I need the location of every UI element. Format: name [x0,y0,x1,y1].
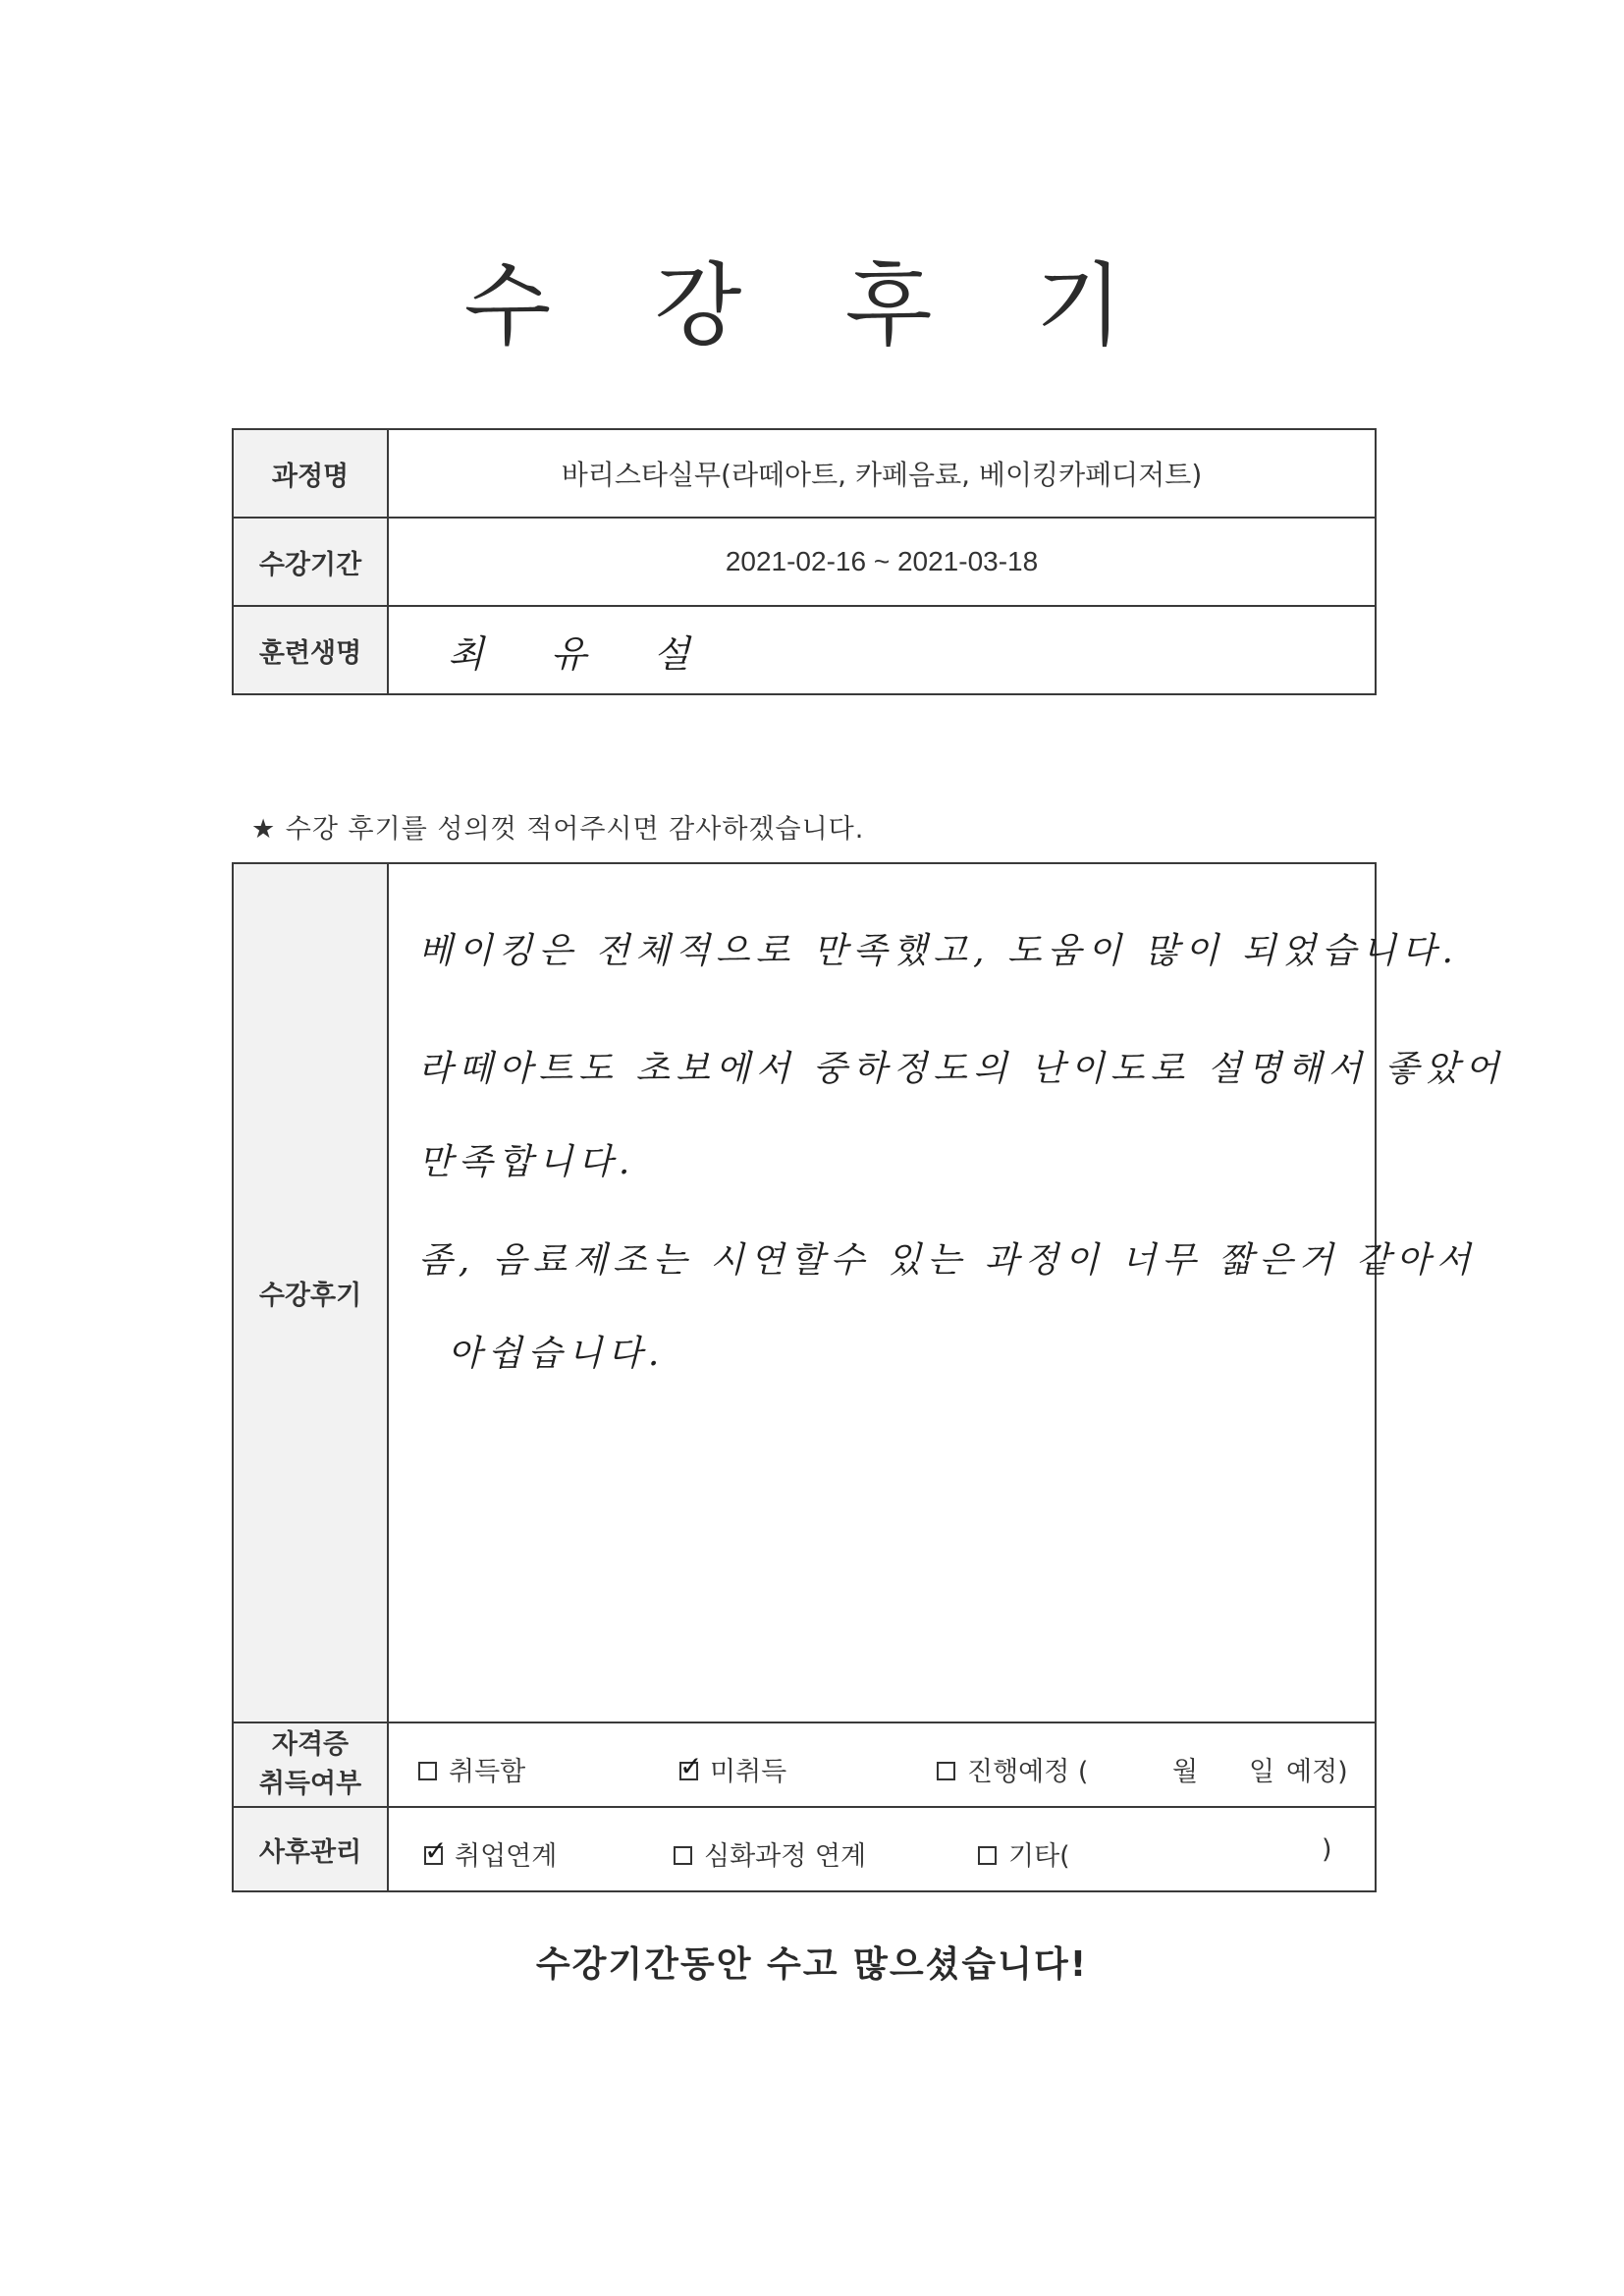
checkbox-checked-icon[interactable] [424,1834,448,1867]
closing-message: 수강기간동안 수고 많으셨습니다! [535,1944,1089,1985]
review-line-4: 좀, 음료제조는 시연할수 있는 과정이 너무 짧은거 같아서 [418,1240,1477,1281]
review-line-2: 라떼아트도 초보에서 중하정도의 난이도로 설명해서 좋았어 [418,1049,1505,1089]
review-table [232,862,1505,1892]
certificate-label-line2: 취득여부 [258,1769,362,1799]
review-line-3: 만족합니다. [418,1142,636,1182]
checkmark-icon: ✓ [424,1834,448,1867]
trainee-name-value: 최 유 설 [448,631,718,676]
review-handwritten-text [388,863,1505,1722]
certificate-options [388,1722,1376,1807]
checkbox-icon[interactable] [674,1846,692,1865]
certificate-label [233,1722,388,1807]
checkbox-icon[interactable] [978,1846,997,1865]
checkmark-icon: ✓ [679,1750,703,1782]
trainee-name-label: 훈련생명 [233,606,388,694]
certificate-option-obtained[interactable]: 취득함 [418,1750,525,1788]
review-label: 수강후기 [233,863,388,1722]
checkbox-checked-icon[interactable] [679,1750,703,1782]
certificate-option-planned[interactable]: 진행예정 ( [937,1750,1088,1788]
course-name-label: 과정명 [233,429,388,518]
review-request-note: ★ 수강 후기를 성의껏 적어주시면 감사하겠습니다. [251,814,865,845]
course-period-value: 2021-02-16 ~ 2021-03-18 [388,518,1376,606]
certificate-label-line1: 자격증 [271,1729,350,1760]
course-period-label: 수강기간 [233,518,388,606]
review-line-5: 아쉽습니다. [448,1334,666,1374]
aftercare-option-employment[interactable]: ✓ 취업연계 [424,1834,558,1872]
aftercare-options [388,1807,1376,1891]
course-name-value: 바리스타실무(라떼아트, 카페음료, 베이킹카페디저트) [388,429,1376,518]
certificate-month-label: 월 [1172,1757,1199,1787]
checkbox-icon[interactable] [937,1762,955,1780]
page-title: 수 강 후 기 [463,253,1161,358]
trainee-name-signature [388,606,1376,694]
aftercare-other-end: ) [1322,1834,1332,1865]
certificate-planned-end: 예정) [1286,1757,1348,1787]
aftercare-option-advanced-course[interactable]: 심화과정 연계 [674,1834,866,1873]
course-info-table [232,428,1377,695]
aftercare-option-other[interactable]: 기타( [978,1834,1070,1873]
review-line-1: 베이킹은 전체적으로 만족했고, 도움이 많이 되었습니다. [418,931,1459,971]
certificate-day-label: 일 [1249,1757,1275,1787]
aftercare-label: 사후관리 [233,1807,388,1891]
checkbox-icon[interactable] [418,1762,437,1780]
certificate-option-not-obtained[interactable]: ✓ 미취득 [679,1750,787,1787]
